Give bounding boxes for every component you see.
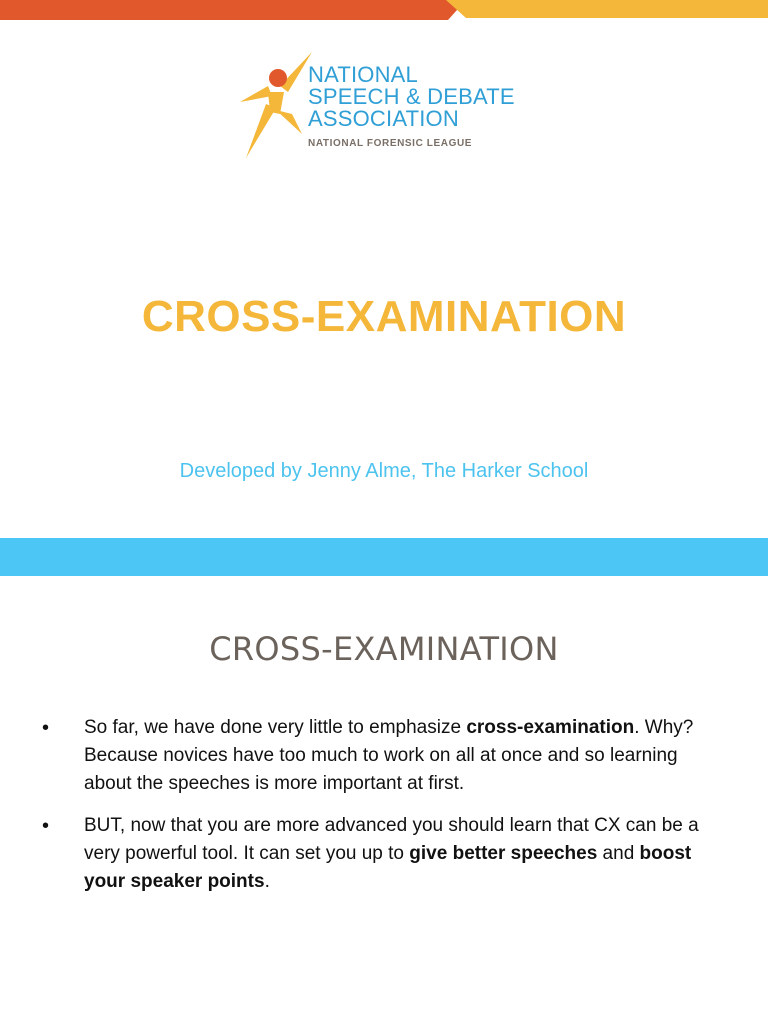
bullet-2-text-a: BUT, now that you are more advanced you should learn that CX can be a very powerful tool. It can set you up to bbox=[84, 815, 699, 864]
logo-line-3: ASSOCIATION bbox=[308, 106, 459, 131]
bullet-dot-icon: • bbox=[42, 717, 50, 739]
logo-line-1: NATIONAL bbox=[308, 62, 418, 87]
bullet-2-bold-b: boost your speaker points bbox=[84, 843, 692, 892]
bullet-2-bold-a: give better speeches bbox=[409, 843, 598, 864]
logo-line-2: SPEECH & DEBATE bbox=[308, 84, 515, 109]
bullet-1-text-b: . Why? Because novices have too much to work on all at once and so learning about the speeches is more important at first. bbox=[84, 717, 694, 794]
bullet-dot-icon: • bbox=[42, 815, 50, 837]
bullet-1-text-a: So far, we have done very little to emphasize bbox=[84, 717, 467, 738]
list-item bbox=[40, 812, 720, 896]
top-accent-bar bbox=[0, 0, 768, 24]
bullet-2-text-c: . bbox=[264, 871, 270, 892]
logo-subtitle: NATIONAL FORENSIC LEAGUE bbox=[308, 138, 473, 149]
slide1-subtitle: Developed by Jenny Alme, The Harker School bbox=[179, 460, 589, 482]
list-item bbox=[40, 714, 720, 798]
slide2-title: CROSS-EXAMINATION bbox=[209, 630, 559, 668]
figure-star-icon bbox=[236, 52, 316, 164]
content-slide bbox=[0, 576, 768, 1024]
nsda-logo bbox=[236, 52, 536, 164]
slide1-title: CROSS-EXAMINATION bbox=[141, 292, 627, 341]
bullet-1-bold: cross-examination bbox=[466, 717, 635, 738]
bullet-list bbox=[40, 714, 720, 910]
slide-divider bbox=[0, 538, 768, 576]
bullet-2-text-b: and bbox=[597, 843, 640, 864]
